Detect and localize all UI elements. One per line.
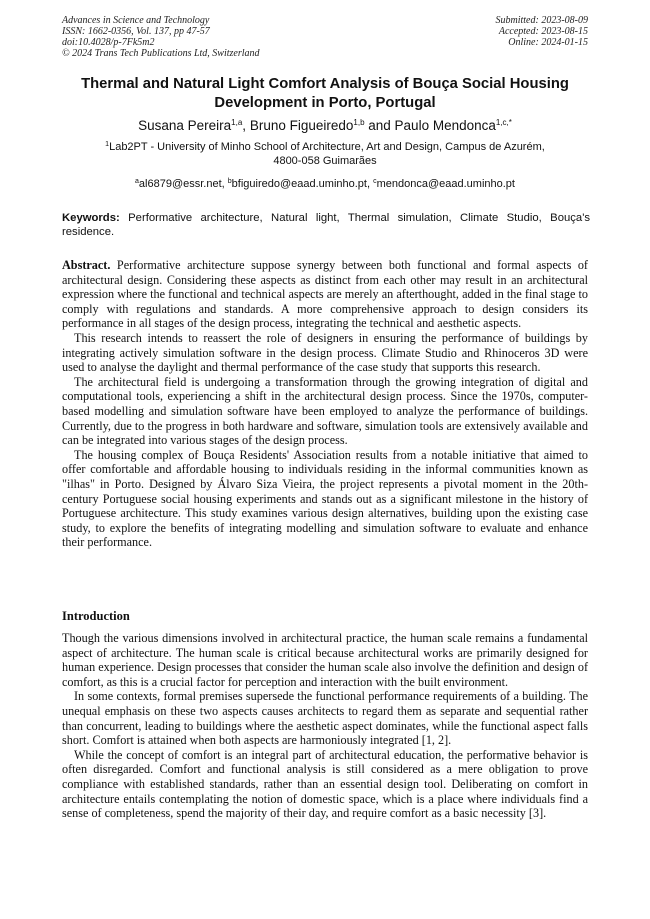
introduction-paragraph: While the concept of comfort is an integral part of architectural education, the performative behavior is often disregarded. Comfort and functional analysis is still considered as a mere obligation to prove compliance with established standards, rather than an essential design tool. Deliberating on comfort in architecture entails contemplating the notion of domestic space, which is a place where individuals find a sense of completeness, spend the majority of their day, and require comfort as a basic necessity [3].	[62, 747, 588, 821]
email-link: mendonca@eaad.uminho.pt	[376, 178, 515, 190]
email-mark: a	[135, 178, 139, 185]
journal-copyright: © 2024 Trans Tech Publications Ltd, Switzerland	[62, 48, 260, 59]
introduction-paragraph: Though the various dimensions involved in architectural practice, the human scale remains a fundamental aspect of architecture. The human scale is critical because architectural works are primarily designed for human experience. Design processes that consider the human scale also involve the definition and design of comfort, as this is a crucial factor for perception and interaction with the built environment.	[62, 631, 588, 689]
introduction-body	[62, 631, 588, 821]
author-name: Bruno Figueiredo	[249, 118, 354, 133]
author-name: Paulo Mendonca	[394, 118, 496, 133]
email-mark: b	[227, 178, 232, 185]
author-separator: and	[364, 118, 395, 133]
author-affiliation-mark: 1,b	[353, 118, 365, 127]
abstract-text: Performative architecture suppose synergy between both functional and formal aspects of architectural design. Considering these aspects as distinct from each other may result in an architectural expression where the functional and technical aspects are merely an afterthought, added in the final stage to comply with regulations and standards. A more comprehensive approach to design considers its performance in all stages of the design process, integrating the technical and aesthetic aspects.	[62, 258, 588, 331]
journal-name: Advances in Science and Technology	[62, 15, 210, 26]
title-line-1: Thermal and Natural Light Comfort Analysis of Bouça Social Housing	[81, 76, 569, 92]
affiliation	[52, 140, 598, 168]
abstract-paragraph: The housing complex of Bouça Residents' Association results from a notable initiative that aimed to offer comfortable and affordable housing to individuals residing in the informal communities known as "ilhas" in Porto. Designed by Álvaro Siza Vieira, the project represents a pivotal moment in the 20th-century Portuguese social housing experiments and stands out as a significant milestone in the history of Portuguese architecture. This study examines various design alternatives, building upon the existing case study, to explore the benefits of integrating modelling and simulation software to evaluate and enhance their performance.	[62, 447, 588, 550]
author-emails	[52, 177, 598, 191]
author-name: Susana Pereira	[138, 118, 232, 133]
journal-doi: doi:10.4028/p-7Fk5m2	[62, 37, 155, 48]
introduction-paragraph: In some contexts, formal premises supersede the functional performance requirements of a building. The unequal emphasis on these two aspects causes architects to regard them as separate and sequential rather than concurrent, leading to buildings where the aesthetic aspect dominates, while the functional aspect falls short. Comfort is attained when both aspects are harmoniously integrated [1, 2].	[62, 689, 588, 748]
affiliation-line-2: 4800-058 Guimarães	[273, 155, 377, 167]
abstract-label: Abstract.	[62, 258, 111, 272]
paper-title	[52, 75, 598, 113]
author-affiliation-mark: 1,c,*	[495, 118, 512, 127]
abstract	[62, 258, 588, 550]
author-list	[52, 118, 598, 134]
abstract-paragraph: The architectural field is undergoing a transformation through the growing integration of digital and computational tools, experiencing a shift in the architectural design process. Since the 1970s, computer-based modelling and simulation software have been employed to analyze the performance of buildings. Currently, due to the progress in both hardware and software, simulation tools are extensively available and can be integrated into various stages of the design process.	[62, 374, 588, 448]
journal-issn: ISSN: 1662-0356, Vol. 137, pp 47-57	[62, 26, 210, 37]
journal-header	[62, 15, 260, 59]
keywords-label: Keywords:	[62, 212, 120, 224]
author-affiliation-mark: 1,a	[231, 118, 243, 127]
title-line-2: Development in Porto, Portugal	[214, 95, 436, 111]
keywords	[62, 211, 590, 239]
author-separator: ,	[242, 118, 250, 133]
affiliation-line-1: Lab2PT - University of Minho School of Architecture, Art and Design, Campus de Azurém,	[109, 141, 545, 153]
abstract-paragraph	[62, 258, 588, 331]
section-heading-introduction: Introduction	[62, 609, 130, 623]
publication-dates	[496, 15, 589, 48]
affiliation-mark: 1	[105, 141, 110, 148]
accepted-date: Accepted: 2023-08-15	[498, 26, 588, 37]
email-mark: c	[373, 178, 377, 185]
submitted-date: Submitted: 2023-08-09	[495, 15, 588, 26]
email-link: al6879@essr.net,	[138, 178, 228, 190]
online-date: Online: 2024-01-15	[508, 37, 588, 48]
email-link: bfiguiredo@eaad.uminho.pt,	[231, 178, 374, 190]
keywords-text: Performative architecture, Natural light, Thermal simulation, Climate Studio, Bouça's residence.	[62, 212, 590, 238]
abstract-paragraph: This research intends to reassert the role of designers in ensuring the performance of buildings by integrating actively simulation software in the design process. Climate Studio and Rhinoceros 3D were used to analyse the daylight and thermal performance of the case study that supports this research.	[62, 330, 588, 375]
